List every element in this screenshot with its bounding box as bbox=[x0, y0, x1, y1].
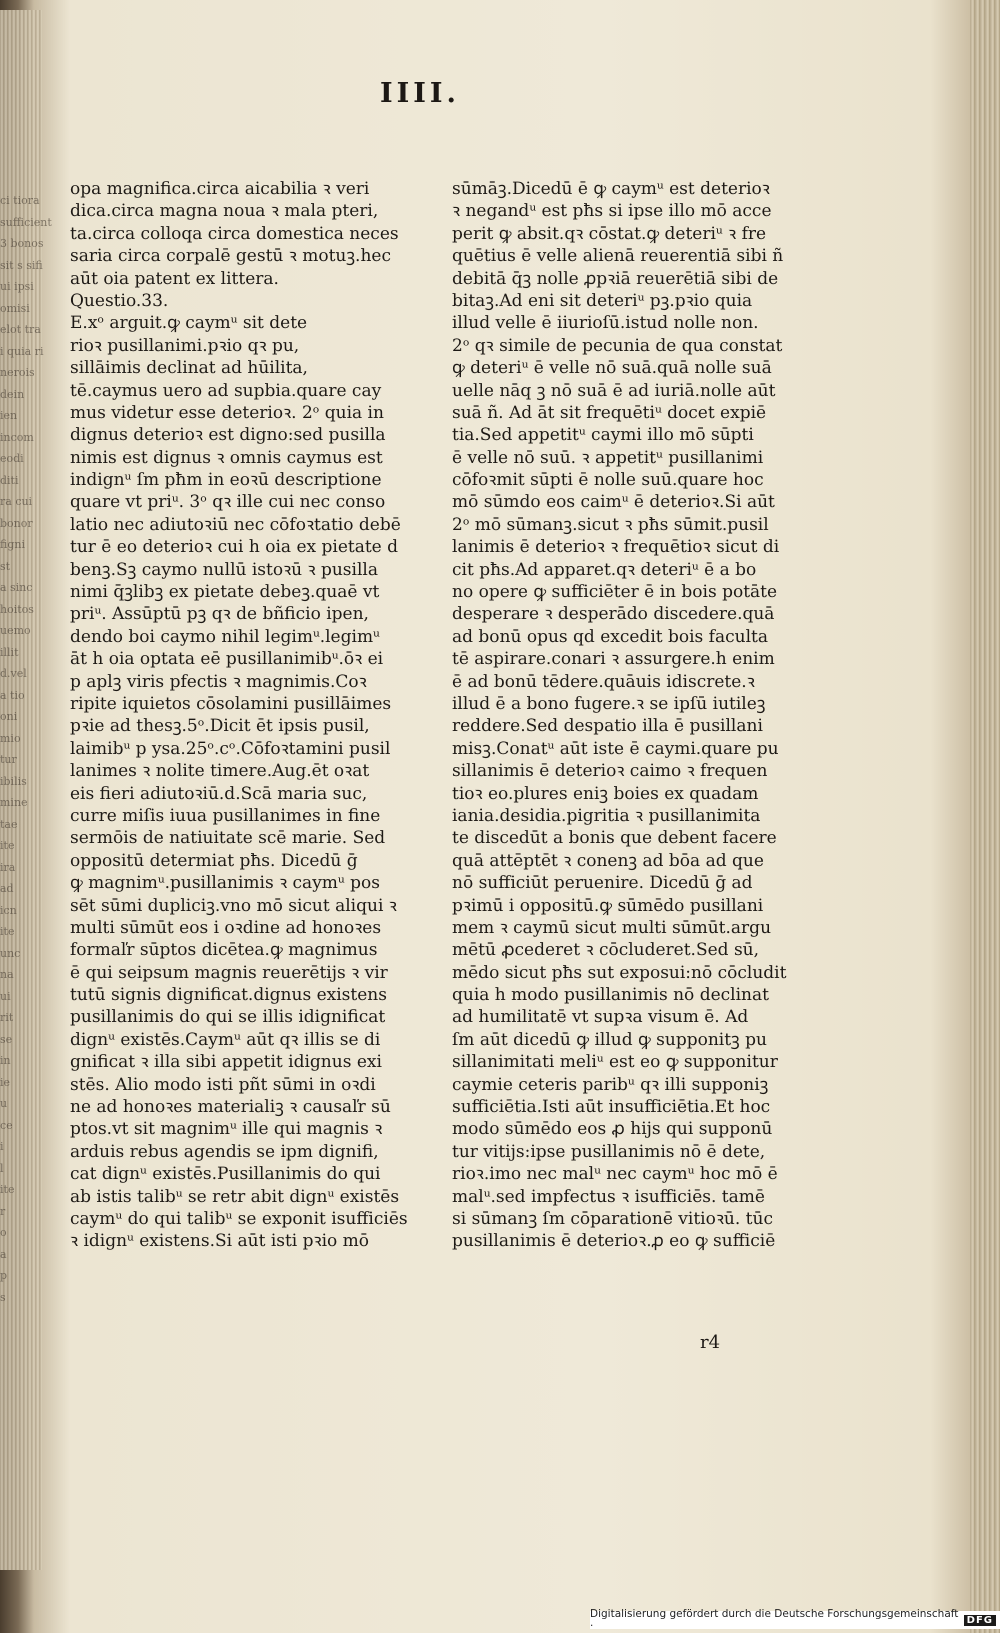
bleed-line: tae bbox=[0, 817, 18, 831]
bleed-line: elot tra bbox=[0, 323, 41, 336]
text-line: modo sūmēdo eos ꝓ hijs qui supponū bbox=[452, 1119, 773, 1140]
text-line: eis fieri adiutoꝛiū.d.Scā maria suc, bbox=[70, 783, 368, 804]
text-line: E.xᵒ arguit.ꝙ caymᵘ sit dete bbox=[70, 313, 308, 334]
bleed-line: diti bbox=[0, 473, 19, 487]
text-line: opa magnifica.circa aicabilia ꝛ veri bbox=[70, 179, 370, 199]
text-line: reddere.Sed despatio illa ē pusillani bbox=[452, 716, 763, 737]
text-line: uelle nāq ꝫ nō suā ē ad iuriā.nolle aūt bbox=[452, 380, 776, 401]
text-line: pusillanimis ē deterioꝛ.ꝓ eo ꝙ sufficiē bbox=[452, 1231, 776, 1252]
bleed-line: a bbox=[0, 1247, 7, 1261]
bleed-line: s bbox=[0, 1290, 6, 1304]
bleed-line: ra cui bbox=[0, 495, 33, 508]
text-line: ē velle nō suū. ꝛ appetitᵘ pusillanimi bbox=[452, 447, 764, 468]
text-line: cat dignᵘ existēs.Pusillanimis do qui bbox=[70, 1164, 381, 1185]
bleed-line: ira bbox=[0, 860, 16, 874]
text-line: lanimis ē deterioꝛ ꝛ frequētioꝛ sicut di bbox=[452, 537, 780, 558]
bleed-line: mine bbox=[0, 796, 28, 809]
bleed-line: eodi bbox=[0, 452, 24, 465]
text-line: mō sūmdo eos caimᵘ ē deterioꝛ.Si aūt bbox=[452, 492, 775, 513]
text-line: lanimes ꝛ nolite timere.Aug.ēt oꝛat bbox=[70, 761, 370, 782]
text-line: sermōis de natiuitate scē marie. Sed bbox=[70, 828, 386, 849]
bleed-line: unc bbox=[0, 946, 21, 960]
bleed-line: rit bbox=[0, 1011, 14, 1024]
right-text-column bbox=[452, 178, 787, 1253]
text-line: quia h modo pusillanimis nō declinat bbox=[452, 985, 769, 1006]
bleed-line: in bbox=[0, 1054, 11, 1067]
text-line: sufficiētia.Isti aūt insufficiētia.Et hoc bbox=[452, 1097, 771, 1118]
text-line: gnificat ꝛ illa sibi appetit idignus exi bbox=[70, 1052, 382, 1073]
text-line: nimi q̄ꝫlibꝫ ex pietate debeꝫ.quaē vt bbox=[70, 582, 380, 603]
text-line: si sūmanꝫ ſm cōparationē vitioꝛū. tūc bbox=[452, 1208, 773, 1229]
text-line: nō sufficiūt peruenire. Dicedū ḡ ad bbox=[452, 873, 753, 894]
text-line: sillanimis ē deterioꝛ caimo ꝛ frequen bbox=[452, 761, 768, 782]
text-line: mēdo sicut pħs sut exposui:nō cōcludit bbox=[452, 962, 787, 983]
text-line: ꝙ deteriᵘ ē velle nō suā.quā nolle suā bbox=[452, 358, 772, 379]
bleed-line: ien bbox=[0, 409, 18, 422]
footer-credit: Digitalisierung gefördert durch die Deutsche Forschungsgemeinschaft · bbox=[590, 1608, 959, 1632]
bleed-line: o bbox=[0, 1226, 7, 1239]
bleed-line: bonor bbox=[0, 516, 33, 530]
bleed-line: na bbox=[0, 968, 14, 981]
bleed-line: uemo bbox=[0, 624, 31, 637]
text-line: ta.circa colloqa circa domestica neces bbox=[70, 223, 399, 244]
text-line: ſm aūt dicedū ꝙ illud ꝙ supponitꝫ pu bbox=[452, 1029, 767, 1050]
text-line: ꝙ magnimᵘ.pusillanimis ꝛ caymᵘ pos bbox=[70, 873, 380, 894]
text-line: tur vitijs:ipse pusillanimis nō ē dete, bbox=[452, 1141, 766, 1162]
text-line: misꝫ.Conatᵘ aūt iste ē caymi.quare pu bbox=[452, 738, 779, 759]
bleed-line: sit s sifi bbox=[0, 258, 43, 272]
text-line: tioꝛ eo.plures eniꝫ boies ex quadam bbox=[452, 783, 759, 804]
bleed-line: i quia ri bbox=[0, 344, 44, 358]
text-line: priᵘ. Assūptū pꝫ qꝛ de bñficio ipen, bbox=[70, 604, 369, 625]
text-line: quare vt priᵘ. 3ᵒ qꝛ ille cui nec conso bbox=[70, 492, 386, 513]
text-line: ꝛ idignᵘ existens.Si aūt isti pꝛio mō bbox=[70, 1231, 370, 1252]
text-line: ad bonū opus qd excedit bois faculta bbox=[452, 626, 768, 647]
bleed-line: ad bbox=[0, 882, 14, 895]
text-line: ptos.vt sit magnimᵘ ille qui magnis ꝛ bbox=[70, 1119, 383, 1140]
text-line: no opere ꝙ sufficiēter ē in bois potāte bbox=[452, 582, 778, 603]
dfg-logo: DFG bbox=[964, 1615, 996, 1626]
bleed-line: hoitos bbox=[0, 602, 34, 616]
text-line: caymᵘ do qui talibᵘ se exponit isufficiēs bbox=[70, 1208, 408, 1229]
text-line: dica.circa magna noua ꝛ mala pteri, bbox=[70, 201, 379, 222]
text-line: bitaꝫ.Ad eni sit deteriᵘ pꝫ.pꝛio quia bbox=[452, 290, 753, 311]
text-line: illud velle ē iiurioſū.istud nolle non. bbox=[452, 313, 759, 334]
text-line: ab istis talibᵘ se retr abit dignᵘ existēs bbox=[70, 1186, 400, 1207]
text-line: pusillanimis do qui se illis idignificat bbox=[70, 1007, 386, 1028]
text-line: p aplꝫ viris pfectis ꝛ magnimis.Coꝛ bbox=[70, 671, 367, 692]
bleed-line: se bbox=[0, 1032, 13, 1046]
folio-number: IIII. bbox=[380, 78, 460, 109]
bleed-line: ite bbox=[0, 925, 15, 938]
text-line: te discedūt a bonis que debent facere bbox=[452, 828, 777, 849]
bleed-line: icn bbox=[0, 903, 17, 917]
text-line: laimibᵘ p ysa.25ᵒ.cᵒ.Cōfoꝛtamini pusil bbox=[70, 738, 391, 759]
text-line: aūt oia patent ex littera. bbox=[70, 268, 279, 289]
text-line: malᵘ.sed impfectus ꝛ isufficiēs. tamē bbox=[452, 1186, 765, 1207]
text-line: suā ñ. Ad āt sit frequētiᵘ docet expiē bbox=[452, 402, 767, 423]
text-line: ꝛ negandᵘ est pħs si ipse illo mō acce bbox=[452, 201, 772, 222]
text-line: ē qui seipsum magnis reuerētijs ꝛ vir bbox=[70, 962, 388, 983]
text-line: mus videtur esse deterioꝛ. 2ᵒ quia in bbox=[70, 402, 384, 423]
text-line: āt h oia optata eē pusillanimibᵘ.ōꝛ ei bbox=[70, 649, 384, 670]
text-line: curre miſis iuua pusillanimes in fine bbox=[70, 805, 381, 826]
bleed-line: ite bbox=[0, 839, 15, 852]
text-line: indignᵘ ſm pħm in eoꝛū descriptione bbox=[70, 470, 382, 491]
text-line: nimis est dignus ꝛ omnis caymus est bbox=[70, 447, 383, 468]
text-line: tur ē eo deterioꝛ cui h oia ex pietate d bbox=[70, 537, 399, 558]
left-text-column bbox=[70, 178, 408, 1253]
bleed-line: u bbox=[0, 1097, 8, 1110]
bleed-line: ci tiora bbox=[0, 194, 40, 207]
text-line: pꝛimū i oppositū.ꝙ sūmēdo pusillani bbox=[452, 895, 764, 916]
bleed-line: omisi bbox=[0, 301, 30, 315]
bleed-line: ie bbox=[0, 1075, 11, 1089]
signature-mark: r4 bbox=[700, 1332, 721, 1353]
text-line: quā attēptēt ꝛ conenꝫ ad bōa ad que bbox=[452, 850, 764, 871]
text-line: ne ad honoꝛes materialiꝫ ꝛ causaľr sū bbox=[70, 1097, 391, 1118]
bleed-line: l bbox=[0, 1161, 4, 1175]
bleed-line: oni bbox=[0, 710, 18, 723]
text-line: cōfoꝛmit sūpti ē nolle suū.quare hoc bbox=[452, 470, 764, 491]
bleed-line: 3 bonos bbox=[0, 237, 44, 250]
text-line: stēs. Alio modo isti pñt sūmi in oꝛdi bbox=[70, 1074, 376, 1095]
bleed-line: d.vel bbox=[0, 667, 27, 680]
text-line: cit pħs.Ad apparet.qꝛ deteriᵘ ē a bo bbox=[452, 559, 757, 580]
text-line: latio nec adiutoꝛiū nec cōfoꝛtatio debē bbox=[70, 514, 401, 535]
text-line: Questio.33. bbox=[70, 290, 169, 311]
text-line: multi sūmūt eos i oꝛdine ad honoꝛes bbox=[70, 917, 382, 938]
bleed-line: st bbox=[0, 559, 11, 573]
text-line: ē ad bonū tēdere.quāuis idiscrete.ꝛ bbox=[452, 671, 755, 692]
text-line: 2ᵒ qꝛ simile de pecunia de qua constat bbox=[452, 335, 783, 356]
bleed-line: dein bbox=[0, 387, 25, 401]
text-line: ad humilitatē vt supꝛa visum ē. Ad bbox=[452, 1007, 749, 1028]
text-line: mem ꝛ caymū sicut multi sūmūt.argu bbox=[452, 917, 772, 938]
text-line: caymie ceteris paribᵘ qꝛ illi supponiꝫ bbox=[452, 1074, 769, 1095]
text-line: ripite iquietos cōsolamini pusillāimes bbox=[70, 693, 392, 714]
bleed-line: ibilis bbox=[0, 774, 27, 788]
right-page-edges bbox=[970, 0, 1000, 1633]
bleed-line: ui ipsi bbox=[0, 280, 34, 293]
text-line: illud ē a bono fugere.ꝛ se ipſū iutileꝫ bbox=[452, 693, 766, 714]
text-line: sillanimitati meliᵘ est eo ꝙ supponitur bbox=[452, 1052, 778, 1073]
text-line: dignus deterioꝛ est digno:sed pusilla bbox=[70, 425, 386, 446]
bleed-line: incom bbox=[0, 430, 34, 444]
text-line: saria circa corpalē gestū ꝛ motuꝫ.hec bbox=[70, 246, 391, 267]
text-line: iania.desidia.pigritia ꝛ pusillanimita bbox=[452, 805, 761, 826]
bleed-line: ce bbox=[0, 1118, 13, 1132]
text-line: quētius ē velle alienā reuerentiā sibi ñ bbox=[452, 246, 784, 267]
bleed-line: ui bbox=[0, 989, 11, 1003]
bleed-line: figni bbox=[0, 538, 25, 551]
text-line: sēt sūmi dupliciꝫ.vno mō sicut aliqui ꝛ bbox=[70, 895, 397, 916]
bleed-line: p bbox=[0, 1269, 8, 1282]
text-line: tia.Sed appetitᵘ caymi illo mō sūpti bbox=[452, 425, 754, 446]
bleed-line: a sinc bbox=[0, 581, 33, 594]
bleed-line: nerois bbox=[0, 366, 35, 379]
text-line: dignᵘ existēs.Caymᵘ aūt qꝛ illis se di bbox=[70, 1029, 381, 1050]
text-line: formaľr sūptos dicētea.ꝙ magnimus bbox=[70, 940, 378, 961]
text-line: oppositū determiat pħs. Dicedū ḡ bbox=[70, 850, 358, 871]
text-line: desperare ꝛ desperādo discedere.quā bbox=[452, 604, 775, 625]
digitization-footer bbox=[590, 1608, 1000, 1632]
text-line: tutū signis dignificat.dignus existens bbox=[70, 985, 387, 1006]
text-line: debitā q̄ꝫ nolle ꝓpꝛiā reuerētiā sibi de bbox=[452, 268, 779, 289]
text-line: benꝫ.Sꝫ caymo nullū istoꝛū ꝛ pusilla bbox=[70, 559, 378, 580]
text-line: mētū ꝓcederet ꝛ cōcluderet.Sed sū, bbox=[452, 940, 760, 961]
text-line: arduis rebus agendis se ipm dignifi, bbox=[70, 1141, 379, 1162]
bleed-line: i bbox=[0, 1140, 4, 1153]
bleed-line: a tio bbox=[0, 688, 25, 702]
text-line: perit ꝙ absit.qꝛ cōstat.ꝙ deteriᵘ ꝛ fre bbox=[452, 223, 767, 244]
text-line: tē.caymus uero ad supbia.quare cay bbox=[70, 380, 382, 401]
text-line: rioꝛ.imo nec malᵘ nec caymᵘ hoc mō ē bbox=[452, 1164, 778, 1185]
bleed-line: r bbox=[0, 1204, 6, 1218]
bleed-line: illit bbox=[0, 645, 19, 659]
text-line: dendo boi caymo nihil legimᵘ.legimᵘ bbox=[70, 626, 380, 647]
text-line: rioꝛ pusillanimi.pꝛio qꝛ pu, bbox=[70, 335, 300, 356]
bleed-line: mio bbox=[0, 731, 21, 745]
bleed-line: tur bbox=[0, 753, 17, 766]
bleed-line: ite bbox=[0, 1183, 15, 1196]
bleed-line: sufficient bbox=[0, 215, 52, 229]
text-line: sillāimis declinat ad hūilita, bbox=[70, 358, 308, 379]
left-page-bleed-text bbox=[0, 190, 52, 1460]
text-line: pꝛie ad thesꝫ.5ᵒ.Dicit ēt ipsis pusil, bbox=[70, 716, 370, 737]
text-line: 2ᵒ mō sūmanꝫ.sicut ꝛ pħs sūmit.pusil bbox=[452, 514, 769, 535]
text-line: tē aspirare.conari ꝛ assurgere.h enim bbox=[452, 649, 775, 670]
text-line: sūmāꝫ.Dicedū ē ꝙ caymᵘ est deterioꝛ bbox=[452, 179, 770, 199]
